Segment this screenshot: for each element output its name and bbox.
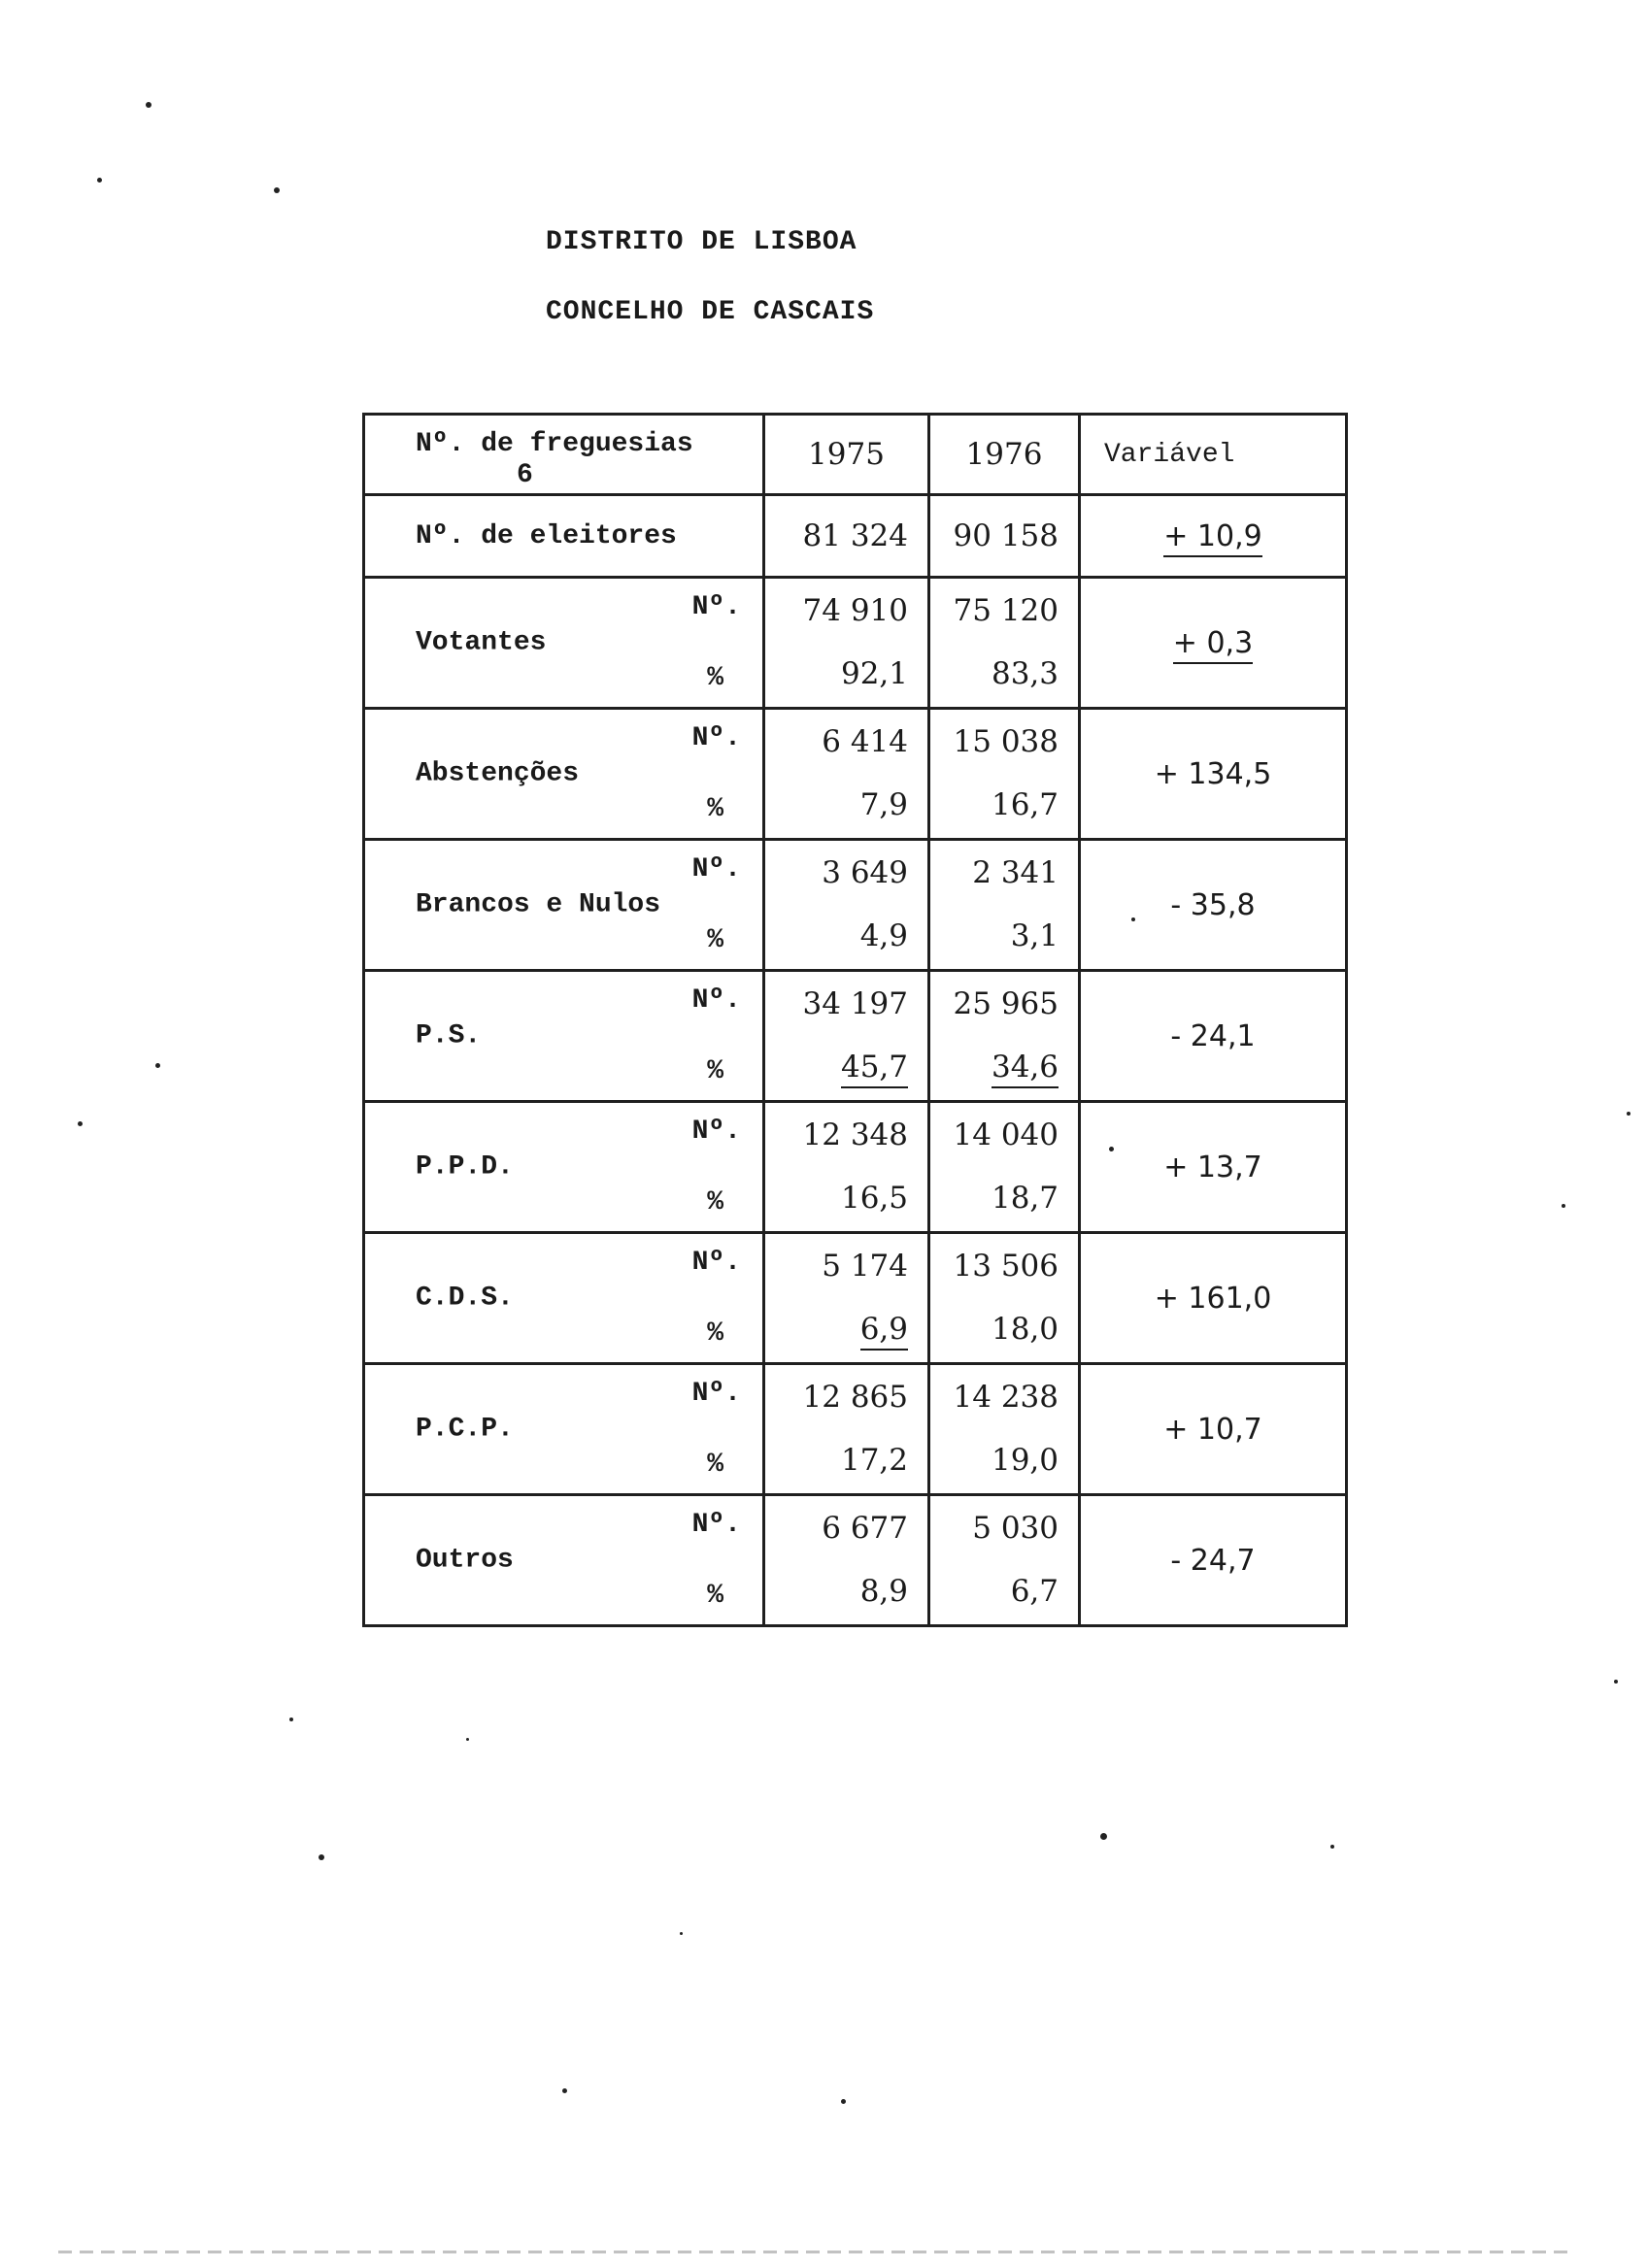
number-1976: 15 038 xyxy=(953,724,1059,759)
number-1976: 14 040 xyxy=(953,1117,1059,1152)
row-label-cell xyxy=(364,1364,764,1495)
number-1976: 14 238 xyxy=(953,1380,1059,1415)
values-1976-cell xyxy=(929,1495,1080,1626)
table-row xyxy=(364,709,1347,840)
number-1975: 3 649 xyxy=(822,855,908,890)
row-label: Abstenções xyxy=(416,758,580,789)
variation-cell: + 161,0 xyxy=(1080,1233,1347,1364)
values-1976-cell xyxy=(929,840,1080,971)
values-1976-cell xyxy=(929,971,1080,1102)
row-label: P.P.D. xyxy=(416,1151,514,1183)
table-row xyxy=(364,1495,1347,1626)
percent-unit-label: % xyxy=(707,925,723,955)
year-1976-header: 1976 xyxy=(929,415,1080,495)
number-1976: 5 030 xyxy=(972,1511,1059,1546)
percent-unit-label: % xyxy=(707,1581,723,1611)
number-unit-label: Nº. xyxy=(691,1248,741,1278)
election-results-table xyxy=(362,413,1348,1627)
percent-unit-label: % xyxy=(707,1318,723,1349)
values-1976-cell xyxy=(929,578,1080,709)
row-label-cell xyxy=(364,709,764,840)
table-row xyxy=(364,578,1347,709)
values-1976-cell xyxy=(929,1364,1080,1495)
percent-unit-label: % xyxy=(707,663,723,693)
year-1975-header: 1975 xyxy=(764,415,929,495)
values-1976-cell xyxy=(929,1102,1080,1233)
electors-variation: + 10,9 xyxy=(1080,495,1347,578)
row-label-cell xyxy=(364,1102,764,1233)
header-row xyxy=(364,415,1347,495)
number-1975: 6 414 xyxy=(822,724,908,759)
scan-speck xyxy=(680,1932,683,1935)
scan-speck xyxy=(78,1121,83,1126)
scan-speck xyxy=(841,2099,846,2104)
scan-speck xyxy=(146,102,151,108)
electors-1975: 81 324 xyxy=(764,495,929,578)
row-label-cell xyxy=(364,1233,764,1364)
variation-cell: + 134,5 xyxy=(1080,709,1347,840)
scan-speck xyxy=(1562,1204,1565,1208)
number-1976: 13 506 xyxy=(953,1249,1059,1284)
number-1975: 12 865 xyxy=(802,1380,908,1415)
number-1975: 6 677 xyxy=(822,1511,908,1546)
percent-1975: 4,9 xyxy=(859,918,908,953)
percent-1976: 18,7 xyxy=(991,1181,1059,1216)
row-label-cell xyxy=(364,578,764,709)
percent-1976: 16,7 xyxy=(991,787,1059,822)
electors-1976: 90 158 xyxy=(929,495,1080,578)
scan-speck xyxy=(562,2088,567,2093)
number-unit-label: Nº. xyxy=(691,592,741,622)
percent-unit-label: % xyxy=(707,1187,723,1217)
number-1975: 5 174 xyxy=(822,1249,908,1284)
scan-speck xyxy=(289,1718,293,1721)
table-row xyxy=(364,971,1347,1102)
variation-cell: + 10,7 xyxy=(1080,1364,1347,1495)
district-heading: DISTRITO DE LISBOA xyxy=(546,227,857,257)
row-label-cell xyxy=(364,840,764,971)
row-label: Brancos e Nulos xyxy=(416,889,661,920)
electors-label-cell xyxy=(364,495,764,578)
variation-cell: - 24,1 xyxy=(1080,971,1347,1102)
number-unit-label: Nº. xyxy=(691,1379,741,1409)
percent-1975: 16,5 xyxy=(840,1181,908,1216)
percent-1976: 19,0 xyxy=(991,1443,1059,1478)
scan-speck xyxy=(1100,1833,1107,1840)
number-1975: 74 910 xyxy=(802,593,908,628)
table-row xyxy=(364,1364,1347,1495)
percent-1975: 6,9 xyxy=(765,1315,908,1345)
table-row xyxy=(364,1233,1347,1364)
scan-speck xyxy=(1131,917,1135,921)
row-label: Outros xyxy=(416,1545,514,1576)
percent-unit-label: % xyxy=(707,1450,723,1480)
table-row xyxy=(364,1102,1347,1233)
percent-1975: 92,1 xyxy=(840,656,908,691)
number-unit-label: Nº. xyxy=(691,1510,741,1540)
number-unit-label: Nº. xyxy=(691,985,741,1016)
values-1975-cell xyxy=(764,840,929,971)
number-1975: 34 197 xyxy=(802,986,908,1021)
percent-unit-label: % xyxy=(707,794,723,824)
values-1976-cell xyxy=(929,709,1080,840)
values-1975-cell xyxy=(764,1364,929,1495)
percent-1975: 17,2 xyxy=(840,1443,908,1478)
scan-speck xyxy=(1627,1112,1630,1116)
row-label: Votantes xyxy=(416,627,547,658)
scan-speck xyxy=(319,1854,324,1860)
row-label: C.D.S. xyxy=(416,1283,514,1314)
number-unit-label: Nº. xyxy=(691,1117,741,1147)
percent-1975: 8,9 xyxy=(859,1574,908,1609)
number-1976: 25 965 xyxy=(953,986,1059,1021)
table-row xyxy=(364,840,1347,971)
percent-1976: 83,3 xyxy=(991,656,1059,691)
variation-cell: + 13,7 xyxy=(1080,1102,1347,1233)
values-1976-cell xyxy=(929,1233,1080,1364)
percent-1975: 7,9 xyxy=(859,787,908,822)
values-1975-cell xyxy=(764,1495,929,1626)
scan-speck xyxy=(1330,1845,1334,1849)
values-1975-cell xyxy=(764,1102,929,1233)
scan-speck xyxy=(97,178,102,183)
scan-speck xyxy=(466,1738,469,1741)
percent-1976: 34,6 xyxy=(930,1052,1059,1083)
row-label-cell xyxy=(364,1495,764,1626)
percent-1976: 18,0 xyxy=(991,1312,1059,1347)
scan-speck xyxy=(1109,1147,1114,1151)
scan-edge-noise xyxy=(58,2251,1573,2253)
values-1975-cell xyxy=(764,578,929,709)
scan-speck xyxy=(1614,1680,1618,1684)
electors-row xyxy=(364,495,1347,578)
row-label: P.C.P. xyxy=(416,1414,514,1445)
percent-1976: 3,1 xyxy=(1010,918,1059,953)
percent-1975: 45,7 xyxy=(765,1052,908,1083)
row-label: P.S. xyxy=(416,1020,482,1051)
parishes-label: Nº. de freguesias xyxy=(416,429,693,459)
variation-cell: + 0,3 xyxy=(1080,578,1347,709)
percent-unit-label: % xyxy=(707,1056,723,1086)
variation-cell: - 24,7 xyxy=(1080,1495,1347,1626)
row-label-cell xyxy=(364,971,764,1102)
municipality-heading: CONCELHO DE CASCAIS xyxy=(546,297,875,327)
number-1975: 12 348 xyxy=(802,1117,908,1152)
values-1975-cell xyxy=(764,709,929,840)
electors-label: Nº. de eleitores xyxy=(416,520,677,551)
number-unit-label: Nº. xyxy=(691,854,741,884)
variation-cell: - 35,8 xyxy=(1080,840,1347,971)
scan-speck xyxy=(274,187,280,193)
number-1976: 2 341 xyxy=(972,855,1059,890)
percent-1976: 6,7 xyxy=(1010,1574,1059,1609)
number-unit-label: Nº. xyxy=(691,723,741,753)
values-1975-cell xyxy=(764,1233,929,1364)
parishes-count: 6 xyxy=(517,460,533,490)
parishes-header-cell xyxy=(364,415,764,495)
values-1975-cell xyxy=(764,971,929,1102)
number-1976: 75 120 xyxy=(953,593,1059,628)
scan-speck xyxy=(155,1063,160,1068)
variation-header: Variável xyxy=(1080,415,1347,495)
